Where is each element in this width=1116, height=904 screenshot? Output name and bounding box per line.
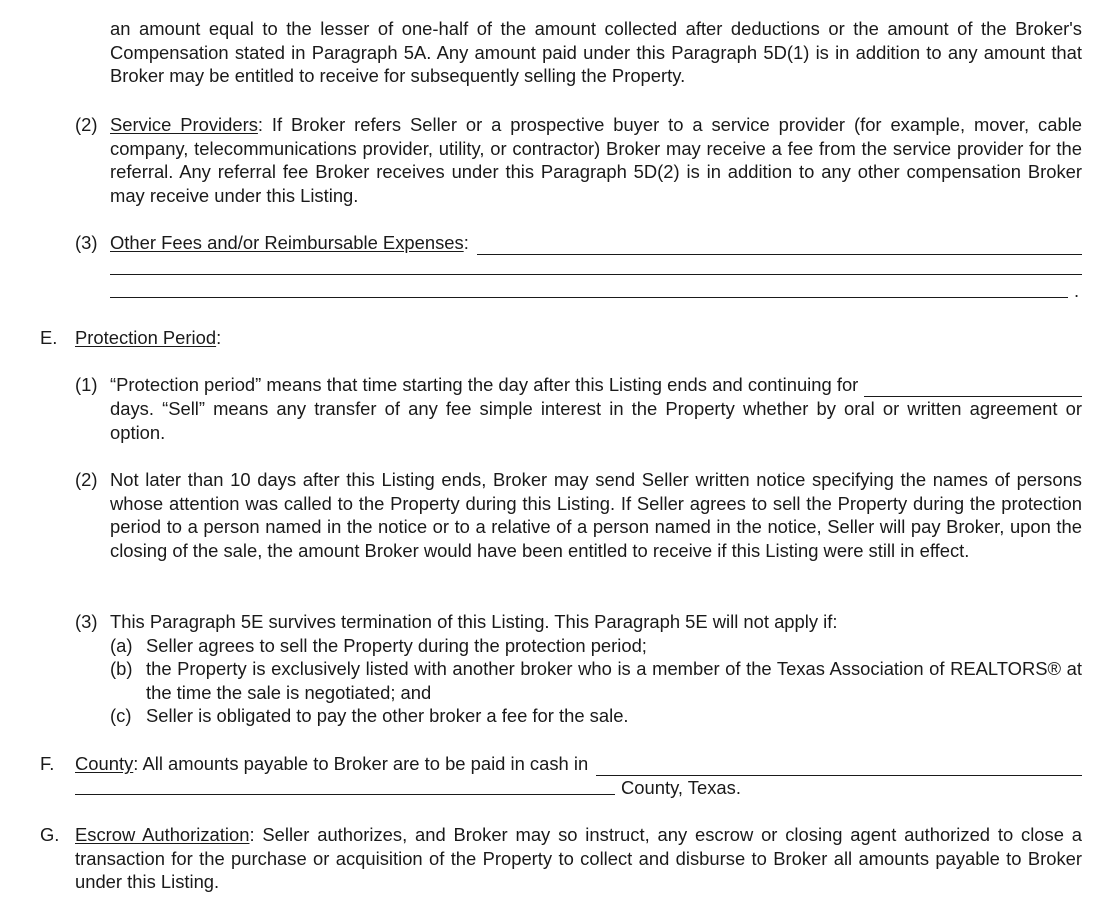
section-f-line-1 [75, 752, 1082, 776]
paragraph-5d1-continuation [110, 17, 1082, 88]
county-blank-1[interactable] [596, 757, 1082, 776]
paragraph-5e1-text-a: “Protection period” means that time starting the day after this Listing ends and continuing for [110, 374, 859, 395]
paragraph-5e2-text: Not later than 10 days after this Listing ends, Broker may send Seller written notice specifying the names of persons whose attention was called to the Property during this Listing. If Seller agrees to sell the Property during the protection period to a person named in the notice or to a relative of a person named in the notice, Seller will pay Broker, upon the closing of the sale, the amount Broker would have been entitled to receive if this Listing were still in effect. [110, 469, 1082, 561]
subitem-c-label: (c) [110, 705, 132, 726]
county-suffix: County, Texas. [621, 777, 741, 798]
paragraph-5d2-title: Service Providers [110, 114, 258, 135]
subitem-a-text: Seller agrees to sell the Property during the protection period; [146, 635, 647, 656]
paragraph-5e3-number: (3) [75, 611, 98, 632]
section-e-letter: E. [40, 327, 58, 348]
subitem-b-text: the Property is exclusively listed with another broker who is a member of the Texas Association of REALTORS® at the time the sale is negotiated; and [146, 658, 1082, 703]
paragraph-5d3-number: (3) [75, 232, 98, 253]
protection-days-blank[interactable] [864, 378, 1082, 397]
paragraph-5e1-line-1 [110, 373, 1082, 397]
section-g [75, 823, 1082, 894]
section-e-heading [75, 326, 221, 350]
section-f-letter: F. [40, 753, 55, 774]
section-f-text: : All amounts payable to Broker are to be paid in cash in [133, 753, 589, 774]
subitem-c [146, 704, 1082, 728]
paragraph-5d3-line-1 [110, 231, 1082, 255]
subitem-c-text: Seller is obligated to pay the other broker a fee for the sale. [146, 705, 629, 726]
paragraph-5e1-text-b: days. “Sell” means any transfer of any fee simple interest in the Property whether by oral or written agreement or option. [110, 398, 1082, 443]
paragraph-5e1-rest [110, 397, 1082, 444]
paragraph-5d2-number: (2) [75, 114, 98, 135]
county-blank-2[interactable] [75, 776, 615, 795]
expenses-blank-3[interactable] [110, 279, 1068, 298]
paragraph-5e3 [110, 610, 1082, 634]
expenses-blank-1[interactable] [477, 236, 1082, 255]
section-g-letter: G. [40, 824, 60, 845]
paragraph-5d3-colon: : [463, 232, 469, 253]
paragraph-5e3-text: This Paragraph 5E survives termination of this Listing. This Paragraph 5E will not apply if: [110, 611, 838, 632]
section-g-text: : Seller authorizes, and Broker may so instruct, any escrow or closing agent authorized to close a transaction for the purchase or acquisition of the Property to collect and disburse to Broker all amounts payable to Broker under this Listing. [75, 824, 1082, 893]
expenses-period: . [1074, 280, 1080, 301]
section-e-title: Protection Period [75, 327, 217, 348]
paragraph-5e2 [110, 468, 1082, 562]
paragraph-5d3-title: Other Fees and/or Reimbursable Expenses [110, 232, 464, 253]
expenses-blank-2[interactable] [110, 256, 1082, 275]
section-e-colon: : [216, 327, 222, 348]
paragraph-5d1-text: an amount equal to the lesser of one-half of the amount collected after deductions or the amount of the Broker's Compensation stated in Paragraph 5A. Any amount paid under this Paragraph 5D(1) is in addition to any amount that Broker may be entitled to receive for subsequently selling the Property. [110, 18, 1082, 87]
subitem-b-label: (b) [110, 658, 133, 679]
subitem-b [146, 657, 1082, 704]
paragraph-5d2-body: : If Broker refers Seller or a prospective buyer to a service provider (for example, mover, cable company, telecommunications provider, utility, or contractor) Broker may receive a fee from the service provider for the referral. Any referral fee Broker receives under this Paragraph 5D(2) is in addition to any other compensation Broker may receive under this Listing. [110, 114, 1083, 206]
paragraph-5d2 [110, 113, 1082, 207]
subitem-a [146, 634, 1082, 658]
section-f-title: County [75, 753, 134, 774]
section-g-title: Escrow Authorization [75, 824, 250, 845]
paragraph-5e2-number: (2) [75, 469, 98, 490]
subitem-a-label: (a) [110, 635, 133, 656]
paragraph-5e1-number: (1) [75, 374, 98, 395]
